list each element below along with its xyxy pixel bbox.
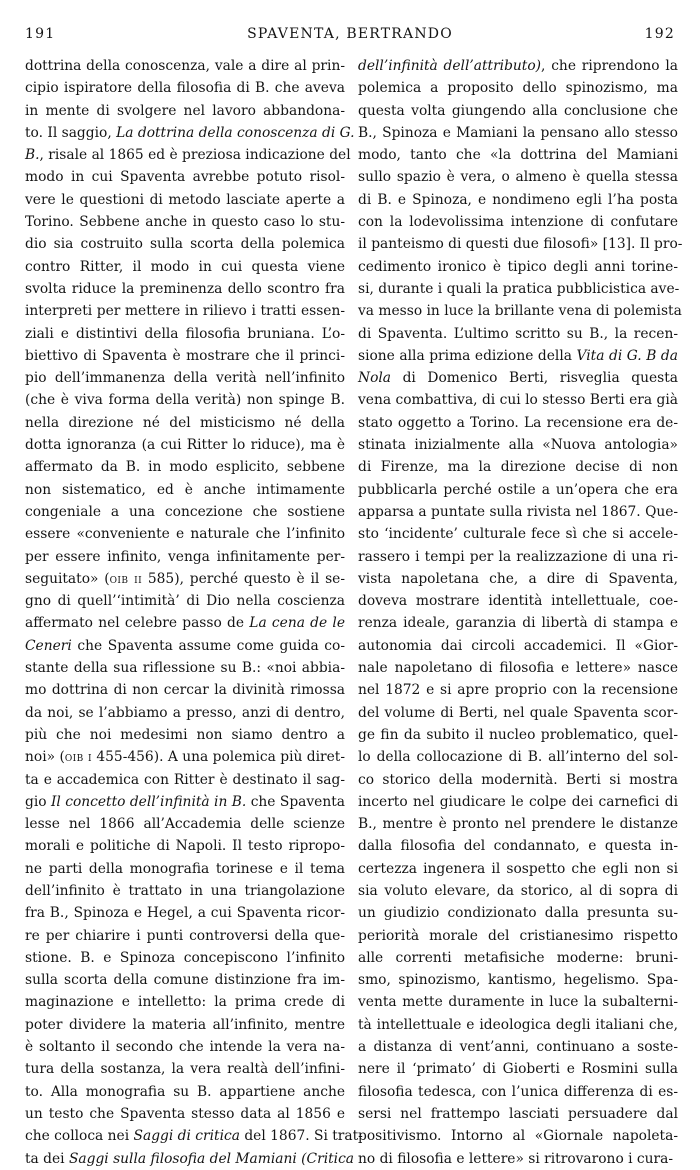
text-line bbox=[358, 479, 678, 501]
text-line bbox=[25, 166, 345, 188]
text-segment: alle correnti metafisiche moderne: bruni- bbox=[358, 949, 678, 966]
text-line bbox=[358, 1058, 678, 1080]
text-segment: di Firenze, ma la direzione decise di non bbox=[358, 459, 678, 476]
text-segment: nale napoletano di filosofia e lettere» nasce bbox=[358, 660, 678, 677]
text-line bbox=[358, 166, 678, 188]
text-line bbox=[358, 724, 678, 746]
text-segment: nel 1872 e si apre proprio con la recensione bbox=[358, 682, 678, 699]
text-line bbox=[358, 233, 683, 255]
text-line bbox=[358, 947, 678, 969]
text-line bbox=[358, 412, 678, 434]
text-segment: ta e accademica con Ritter è destinato il sag- bbox=[25, 771, 345, 788]
text-segment: che Spaventa bbox=[246, 793, 345, 810]
text-line bbox=[358, 1125, 678, 1147]
text-segment: no di filosofia e lettere» si ritrovarono i cura- bbox=[358, 1150, 674, 1167]
text-segment: autonomia dai circoli accademici. Il «Gior- bbox=[358, 637, 678, 654]
text-segment: dotta ignoranza (a cui Ritter lo riduce), ma è bbox=[25, 437, 345, 454]
text-line bbox=[25, 1036, 345, 1058]
text-segment: stato oggetto a Torino. La recensione era de- bbox=[358, 414, 678, 431]
text-segment: poter dividere la materia all’infinito, mentre bbox=[25, 1016, 345, 1033]
text-line bbox=[358, 434, 678, 456]
text-segment: periorità morale del cristianesimo rispetto bbox=[358, 927, 678, 944]
text-line bbox=[25, 367, 345, 389]
text-line bbox=[25, 880, 345, 902]
text-line bbox=[358, 702, 678, 724]
text-segment: va messo in luce la brillante vena di polemista bbox=[358, 303, 682, 320]
text-segment: vena combattiva, di cui lo stesso Berti era già bbox=[358, 392, 678, 409]
text-line bbox=[25, 1058, 345, 1080]
text-line bbox=[358, 769, 678, 791]
text-line bbox=[358, 969, 678, 991]
italic-text: B. bbox=[25, 147, 40, 164]
text-segment: in mente di svolgere nel lavoro abbandona- bbox=[25, 102, 345, 119]
text-line bbox=[358, 323, 678, 345]
text-line bbox=[358, 657, 678, 679]
text-line bbox=[358, 590, 678, 612]
italic-text: Saggi sulla filosofia del Mamiani (Critica bbox=[68, 1150, 355, 1167]
text-segment: modo, tanto che «la dottrina del Mamiani bbox=[358, 147, 678, 164]
text-line bbox=[358, 746, 678, 768]
text-line bbox=[358, 991, 678, 1013]
text-line bbox=[25, 657, 345, 679]
text-line bbox=[358, 902, 678, 924]
text-segment: non sistematico, ed è anche intimamente bbox=[25, 481, 345, 498]
text-line bbox=[25, 479, 345, 501]
text-segment: , che riprendono la bbox=[541, 58, 678, 74]
text-line bbox=[25, 189, 345, 211]
text-segment: dottrina della conoscenza, vale a dire al prin- bbox=[25, 58, 345, 74]
page-number-right: 192 bbox=[644, 26, 675, 42]
text-segment: gio bbox=[25, 793, 51, 810]
citation-abbrev: oib i bbox=[64, 749, 92, 765]
text-segment: contro Ritter, il modo in cui questa viene bbox=[25, 258, 345, 275]
text-line bbox=[358, 456, 678, 478]
text-segment: Torino. Sebbene anche in questo caso lo stu- bbox=[25, 214, 345, 231]
text-segment: affermato nel celebre passo de bbox=[25, 615, 250, 632]
text-segment: nella direzione né del misticismo né della bbox=[25, 414, 345, 431]
text-line bbox=[358, 278, 678, 300]
text-line bbox=[25, 434, 345, 456]
text-line bbox=[25, 991, 345, 1013]
text-segment: nere il ‘primato’ di Gioberti e Rosmini sulla bbox=[358, 1061, 678, 1078]
italic-text: Ceneri bbox=[25, 637, 72, 654]
text-segment: incerto nel giudicare le colpe dei carnefici di bbox=[358, 793, 678, 810]
text-line bbox=[25, 702, 345, 724]
text-segment: è soltanto il secondo che intende la vera na- bbox=[25, 1039, 345, 1056]
text-line bbox=[358, 791, 678, 813]
text-line bbox=[25, 724, 345, 746]
text-segment: congeniale a una concezione che sostiene bbox=[25, 503, 345, 520]
text-segment: rassero i tempi per la realizzazione di una ri- bbox=[358, 548, 678, 565]
text-line bbox=[358, 389, 678, 411]
text-segment: smo, spinozismo, kantismo, hegelismo. Spa- bbox=[358, 972, 678, 989]
text-line bbox=[25, 902, 345, 924]
text-line bbox=[25, 568, 345, 590]
text-line bbox=[25, 546, 345, 568]
text-line bbox=[25, 55, 345, 77]
italic-text: Vita di G. B da bbox=[576, 347, 678, 364]
text-segment: da noi, se l’abbiamo a presso, anzi di dentro, bbox=[25, 704, 345, 721]
text-line bbox=[25, 612, 345, 634]
text-line bbox=[25, 278, 345, 300]
running-header bbox=[25, 26, 675, 48]
text-line bbox=[25, 501, 345, 523]
text-segment: , risale al 1865 ed è preziosa indicazione del bbox=[39, 147, 351, 164]
text-line bbox=[358, 858, 678, 880]
text-segment: mo dottrina di non cercar la divinità rimossa bbox=[25, 682, 345, 699]
text-segment: pio dell’immanenza della verità nell’infinito bbox=[25, 370, 345, 387]
text-segment: dio sia costruito sulla scorta della polemica bbox=[25, 236, 345, 253]
text-line bbox=[358, 345, 678, 367]
text-line bbox=[25, 211, 345, 233]
text-segment: filosofia tedesca, con l’unica differenza di es- bbox=[358, 1083, 678, 1100]
text-line bbox=[25, 791, 345, 813]
text-line bbox=[25, 144, 351, 166]
page-number-left: 191 bbox=[25, 26, 56, 42]
text-segment: B., mentre è pronto nel prendere le distanze bbox=[358, 816, 678, 833]
text-line bbox=[25, 947, 345, 969]
running-title: SPAVENTA, BERTRANDO bbox=[247, 26, 453, 42]
italic-text: dell’infinità dell’attributo) bbox=[358, 58, 542, 74]
text-segment: svolta riduce la preminenza dello scontro fra bbox=[25, 280, 345, 297]
text-segment: con la lodevolissima intenzione di confutare bbox=[358, 214, 678, 231]
text-segment: ta dei bbox=[25, 1150, 69, 1167]
text-line bbox=[358, 568, 678, 590]
text-line bbox=[25, 389, 345, 411]
text-segment: re per chiarire i punti controversi della que- bbox=[25, 927, 345, 944]
text-segment: del volume di Berti, nel quale Spaventa scor- bbox=[358, 704, 678, 721]
text-segment: sersi nel frattempo lasciati persuadere dal bbox=[358, 1105, 678, 1122]
text-segment: ziali e distintivi della filosofia bruniana. L’o- bbox=[25, 325, 345, 342]
text-line bbox=[25, 77, 345, 99]
text-line bbox=[358, 1014, 678, 1036]
text-line bbox=[25, 679, 345, 701]
text-line bbox=[25, 233, 345, 255]
text-line bbox=[358, 77, 678, 99]
italic-text: La dottrina della conoscenza di G. bbox=[116, 124, 355, 141]
text-segment: fra B., Spinoza e Hegel, a cui Spaventa ricor- bbox=[25, 905, 345, 922]
text-line bbox=[25, 412, 345, 434]
text-segment: affermato da B. in modo esplicito, sebbene bbox=[25, 459, 345, 476]
text-line bbox=[358, 835, 678, 857]
text-segment: più che noi medesimi non siamo dentro a bbox=[25, 726, 345, 743]
text-segment: di Domenico Berti, risveglia questa bbox=[391, 370, 678, 387]
text-column-right bbox=[358, 55, 683, 1170]
text-segment: ge fin da subito il nucleo problematico, quel- bbox=[358, 726, 678, 743]
text-segment: lo della collocazione di B. all’interno del sol- bbox=[358, 749, 678, 766]
text-line bbox=[25, 590, 345, 612]
text-line bbox=[358, 925, 678, 947]
text-segment: stione. B. e Spinoza concepiscono l’infinito bbox=[25, 949, 345, 966]
text-segment: sione alla prima edizione della bbox=[358, 347, 577, 364]
text-line bbox=[358, 100, 678, 122]
text-segment: ne parti della monografia torinese e il tema bbox=[25, 860, 345, 877]
text-segment: stante della sua riflessione su B.: «noi abbia- bbox=[25, 660, 345, 677]
text-segment: sia voluto elevare, da storico, al di sopra di bbox=[358, 882, 678, 899]
text-line bbox=[358, 144, 678, 166]
text-segment: polemica a proposito dello spinozismo, ma bbox=[358, 80, 678, 97]
text-line bbox=[25, 1103, 345, 1125]
text-segment: del 1867. Si trat- bbox=[239, 1128, 363, 1145]
text-line bbox=[358, 211, 678, 233]
text-segment: tà intellettuale e ideologica degli italiani che, bbox=[358, 1016, 678, 1033]
text-line bbox=[25, 1014, 345, 1036]
text-line bbox=[25, 813, 345, 835]
text-segment: per essere infinito, venga infinitamente per- bbox=[25, 548, 345, 565]
text-segment: B., Spinoza e Mamiani la pensano allo stesso bbox=[358, 124, 678, 141]
text-line bbox=[358, 1148, 678, 1170]
text-line bbox=[358, 189, 678, 211]
text-segment: to. Alla monografia su B. appartiene anche bbox=[25, 1083, 345, 1100]
text-line bbox=[358, 523, 678, 545]
text-segment: apparsa a puntate sulla rivista nel 1867. Que- bbox=[358, 503, 679, 520]
text-line bbox=[25, 323, 345, 345]
text-line bbox=[25, 100, 345, 122]
text-line bbox=[25, 969, 345, 991]
text-segment: sulla scorta della comune distinzione fra im- bbox=[25, 972, 345, 989]
text-segment: positivismo. Intorno al «Giornale napoleta- bbox=[358, 1128, 678, 1145]
text-line bbox=[358, 635, 678, 657]
text-line bbox=[358, 300, 682, 322]
text-segment: morali e politiche di Napoli. Il testo ripropo- bbox=[25, 838, 345, 855]
text-line bbox=[25, 300, 345, 322]
text-segment: dalla filosofia del condannato, e questa in- bbox=[358, 838, 678, 855]
text-segment: si, durante i quali la pratica pubblicistica ave- bbox=[358, 280, 680, 297]
text-line bbox=[25, 858, 345, 880]
text-line bbox=[25, 122, 355, 144]
text-segment: pubblicarla perché ostile a un’opera che era bbox=[358, 481, 678, 498]
text-segment: renza ideale, garanzia di libertà di stampa e bbox=[358, 615, 678, 632]
text-segment: seguitato» ( bbox=[25, 570, 110, 587]
text-segment: di Spaventa. L’ultimo scritto su B., la recen- bbox=[358, 325, 678, 342]
text-segment: un testo che Spaventa stesso data al 1856 e bbox=[25, 1105, 345, 1122]
text-line bbox=[358, 1036, 678, 1058]
text-line bbox=[358, 122, 678, 144]
text-column-left bbox=[25, 55, 363, 1170]
text-segment: di B. e Spinoza, e nondimeno egli l’ha posta bbox=[358, 191, 678, 208]
italic-text: La cena de le bbox=[249, 615, 346, 632]
text-line bbox=[25, 345, 345, 367]
text-segment: lesse nel 1866 all’Accademia delle scienze bbox=[25, 816, 345, 833]
text-line bbox=[358, 880, 678, 902]
text-segment: il panteismo di questi due filosofi» [13]. Il pro- bbox=[358, 236, 683, 253]
text-line bbox=[25, 1148, 355, 1170]
text-line bbox=[25, 746, 345, 768]
text-line bbox=[25, 1081, 345, 1103]
text-segment: cipio ispiratore della filosofia di B. che aveva bbox=[25, 80, 345, 97]
italic-text: Il concetto dell’infinità in B. bbox=[50, 793, 247, 810]
text-segment: cedimento ironico è tipico degli anni torine- bbox=[358, 258, 678, 275]
text-segment: 455-456). A una polemica più diret- bbox=[91, 749, 345, 766]
text-segment: venta mette duramente in luce la subalterni- bbox=[358, 994, 678, 1011]
text-line bbox=[25, 456, 345, 478]
text-segment: maginazione e intelletto: la prima crede di bbox=[25, 994, 345, 1011]
text-segment: che colloca nei bbox=[25, 1128, 134, 1145]
text-line bbox=[25, 769, 345, 791]
text-segment: biettivo di Spaventa è mostrare che il princi- bbox=[25, 347, 345, 364]
text-segment: a distanza di vent’anni, continuano a soste- bbox=[358, 1039, 678, 1056]
text-segment: certezza ingenera il sospetto che egli non si bbox=[358, 860, 678, 877]
text-segment: gno di quell’‘intimità’ di Dio nella coscienza bbox=[25, 593, 345, 610]
italic-text: Nola bbox=[358, 370, 392, 387]
text-segment: 585), perché questo è il se- bbox=[142, 570, 345, 587]
text-line bbox=[358, 612, 678, 634]
text-segment: sullo spazio è vera, o almeno è quella stessa bbox=[358, 169, 678, 186]
citation-abbrev: oib ii bbox=[109, 570, 143, 586]
text-line bbox=[358, 367, 678, 389]
text-line bbox=[25, 1125, 363, 1147]
text-segment: dell’infinito è trattato in una triangolazione bbox=[25, 882, 345, 899]
text-segment: vista napoletana che, a dire di Spaventa, bbox=[358, 570, 678, 587]
text-segment: stinata inizialmente alla «Nuova antologia» bbox=[358, 437, 678, 454]
text-segment: doveva mostrare identità intellettuale, coe- bbox=[358, 593, 678, 610]
text-line bbox=[25, 835, 345, 857]
text-segment: che Spaventa assume come guida co- bbox=[71, 637, 345, 654]
text-line bbox=[25, 925, 345, 947]
text-segment: questa volta giungendo alla conclusione che bbox=[358, 102, 678, 119]
text-segment: essere «conveniente e naturale che l’infinito bbox=[25, 526, 345, 543]
text-line bbox=[25, 635, 345, 657]
text-line bbox=[358, 813, 678, 835]
text-line bbox=[25, 523, 345, 545]
text-segment: vere le questioni di metodo lasciate aperte a bbox=[25, 191, 345, 208]
text-segment: interpreti per mettere in rilievo i tratti essen- bbox=[25, 303, 345, 320]
text-line bbox=[358, 546, 678, 568]
text-segment: sto ‘incidente’ culturale fece sì che si accele- bbox=[358, 526, 678, 543]
italic-text: Saggi di critica bbox=[133, 1128, 240, 1145]
text-line bbox=[358, 1103, 678, 1125]
text-segment: noi» ( bbox=[25, 749, 65, 766]
text-line bbox=[358, 1081, 678, 1103]
text-segment: modo in cui Spaventa avrebbe potuto risol- bbox=[25, 169, 345, 186]
text-segment: co storico della modernità. Berti si mostra bbox=[358, 771, 678, 788]
text-line bbox=[25, 256, 345, 278]
text-segment: tura della sostanza, la vera realtà dell’infini- bbox=[25, 1061, 345, 1078]
text-line bbox=[358, 679, 678, 701]
text-line bbox=[358, 501, 678, 523]
text-line bbox=[358, 256, 678, 278]
text-segment: (che è viva forma della verità) non spinge B. bbox=[25, 392, 345, 409]
text-segment: un giudizio condizionato dalla presunta su- bbox=[358, 905, 678, 922]
text-segment: to. Il saggio, bbox=[25, 124, 117, 141]
text-line bbox=[358, 55, 678, 77]
